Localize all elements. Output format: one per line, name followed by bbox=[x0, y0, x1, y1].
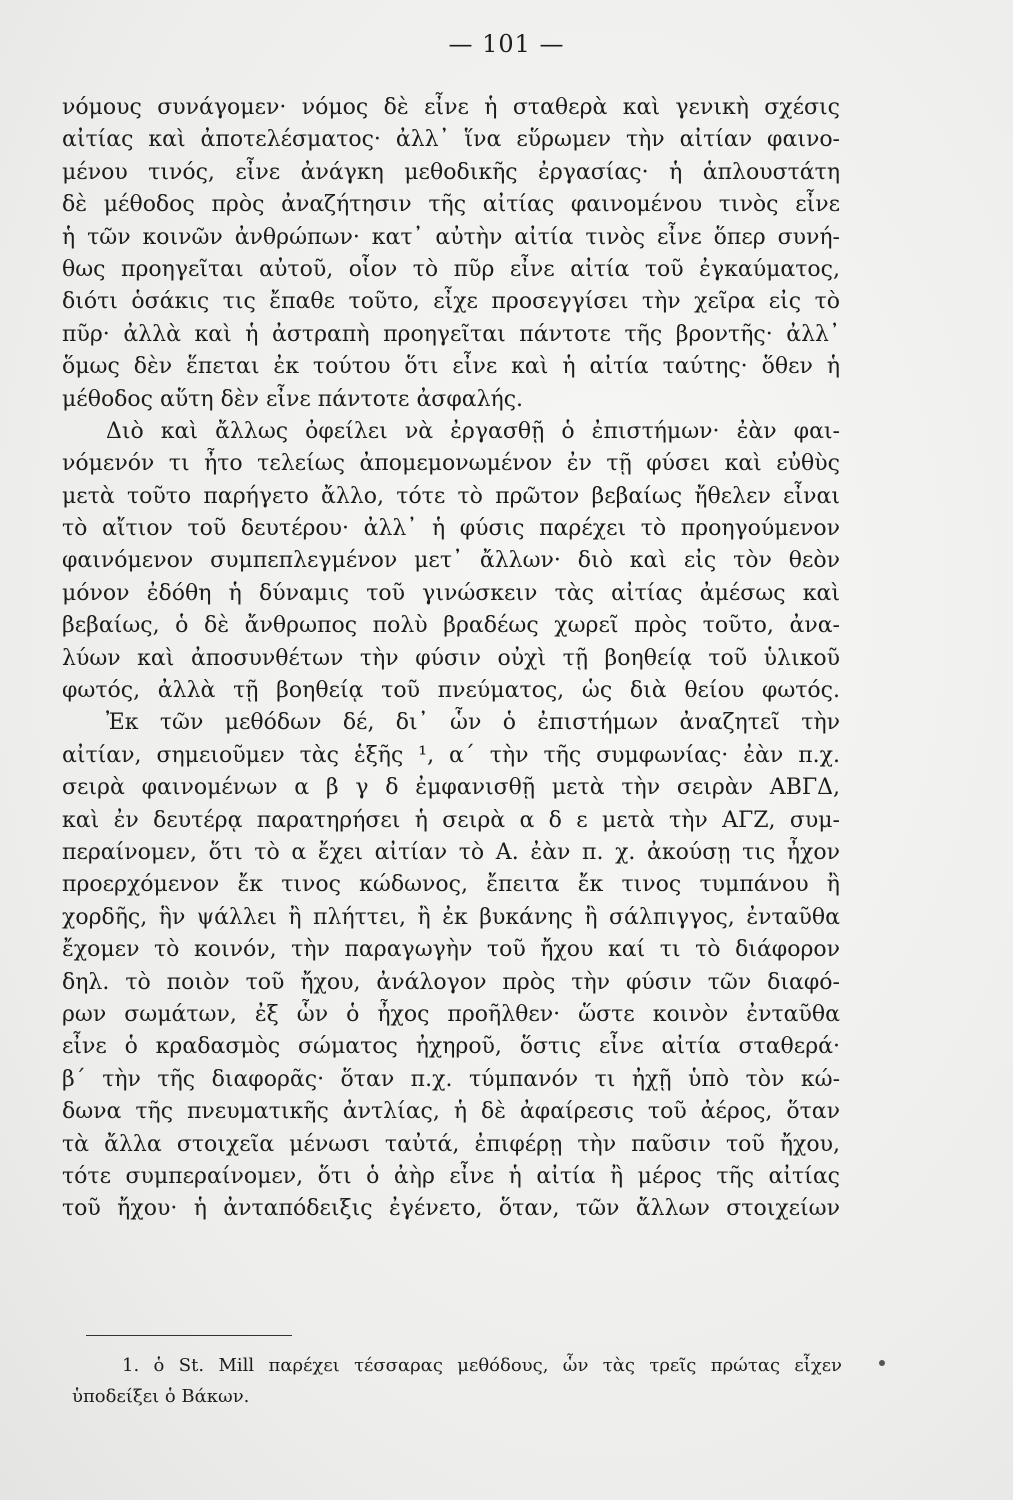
text-line: τοῦ ἤχου· ἡ ἀνταπόδειξις ἐγένετο, ὅταν, τῶν ἄλλων στοιχείων bbox=[62, 1196, 840, 1222]
text-line: νόμους συνάγομεν· νόμος δὲ εἶνε ἡ σταθερὰ καὶ γενικὴ σχέσις bbox=[62, 95, 840, 120]
text-line: λύων καὶ ἀποσυνθέτων τὴν φύσιν οὐχὶ τῇ βοηθείᾳ τοῦ ὑλικοῦ bbox=[62, 645, 840, 671]
text-line: δωνα τῆς πνευματικῆς ἀντλίας, ἡ δὲ ἀφαίρεσις τοῦ ἀέρος, ὅταν bbox=[62, 1099, 840, 1125]
text-line: περαίνομεν, ὅτι τὸ α ἔχει αἰτίαν τὸ Α. ἐὰν π. χ. ἀκούσῃ τις ἦχον bbox=[62, 839, 840, 865]
text-line: μένου τινός, εἶνε ἀνάγκη μεθοδικῆς ἐργασίας· ἡ ἁπλουστάτη bbox=[62, 159, 840, 185]
text-line: νόμενόν τι ἦτο τελείως ἀπομεμονωμένον ἐν τῇ φύσει καὶ εὐθὺς bbox=[62, 451, 840, 477]
text-line: φαινόμενον συμπεπλεγμένον μετ᾽ ἄλλων· διὸ καὶ εἰς τὸν θεὸν bbox=[62, 548, 840, 574]
print-speck bbox=[879, 1360, 885, 1366]
footnote-line: ὑποδείξει ὁ Βάκων. bbox=[72, 1386, 250, 1407]
text-line: ἡ τῶν κοινῶν ἀνθρώπων· κατ᾽ αὐτὴν αἰτία τινὸς εἶνε ὅπερ συνή- bbox=[62, 224, 840, 250]
text-line: προερχόμενον ἔκ τινος κώδωνος, ἔπειτα ἔκ τινος τυμπάνου ἢ bbox=[62, 872, 840, 898]
text-line: τὸ αἴτιον τοῦ δευτέρου· ἀλλ᾽ ἡ φύσις παρέχει τὸ προηγούμενον bbox=[62, 516, 840, 542]
text-line: πῦρ· ἀλλὰ καὶ ἡ ἀστραπὴ προηγεῖται πάντοτε τῆς βροντῆς· ἀλλ᾽ bbox=[62, 321, 840, 347]
text-line: χορδῆς, ἣν ψάλλει ἢ πλήττει, ἢ ἐκ βυκάνης ἢ σάλπιγγος, ἐνταῦθα bbox=[62, 904, 840, 930]
text-line: αἰτίας καὶ ἀποτελέσματος· ἀλλ᾽ ἵνα εὕρωμεν τὴν αἰτίαν φαινο- bbox=[62, 127, 840, 153]
text-line: διότι ὁσάκις τις ἔπαθε τοῦτο, εἶχε προσεγγίσει τὴν χεῖρα εἰς τὸ bbox=[62, 289, 840, 315]
footnote bbox=[72, 1350, 842, 1412]
text-line: θως προηγεῖται αὐτοῦ, οἷον τὸ πῦρ εἶνε αἰτία τοῦ ἐγκαύματος, bbox=[62, 256, 840, 282]
text-line: μέθοδος αὕτη δὲν εἶνε πάντοτε ἀσφαλής. bbox=[62, 386, 524, 412]
text-line: φωτός, ἀλλὰ τῇ βοηθείᾳ τοῦ πνεύματος, ὡς διὰ θείου φωτός. bbox=[62, 678, 840, 704]
text-line: ὅμως δὲν ἕπεται ἐκ τούτου ὅτι εἶνε καὶ ἡ αἰτία ταύτης· ὅθεν ἡ bbox=[62, 354, 840, 380]
footnote-line: 1. ὁ St. Mill παρέχει τέσσαρας μεθόδους, ὧν τὰς τρεῖς πρώτας εἶχεν bbox=[122, 1355, 842, 1376]
text-line: β΄ τὴν τῆς διαφορᾶς· ὅταν π.χ. τύμπανόν τι ἠχῇ ὑπὸ τὸν κώ- bbox=[62, 1066, 840, 1092]
text-line: τότε συμπεραίνομεν, ὅτι ὁ ἀὴρ εἶνε ἡ αἰτία ἢ μέρος τῆς αἰτίας bbox=[62, 1163, 840, 1189]
text-line: σειρὰ φαινομένων α β γ δ ἐμφανισθῇ μετὰ τὴν σειρὰν ΑΒΓΔ, bbox=[62, 775, 840, 801]
text-line: ρων σωμάτων, ἐξ ὧν ὁ ἦχος προῆλθεν· ὥστε κοινὸν ἐνταῦθα bbox=[62, 1001, 840, 1027]
body-text bbox=[62, 92, 840, 1226]
footnote-rule bbox=[86, 1335, 292, 1336]
text-line: μόνον ἐδόθη ἡ δύναμις τοῦ γινώσκειν τὰς αἰτίας ἀμέσως καὶ bbox=[62, 580, 840, 606]
text-line: ἔχομεν τὸ κοινόν, τὴν παραγωγὴν τοῦ ἤχου καί τι τὸ διάφορον bbox=[62, 937, 840, 963]
text-line: μετὰ τοῦτο παρήγετο ἄλλο, τότε τὸ πρῶτον βεβαίως ἤθελεν εἶναι bbox=[62, 483, 840, 509]
text-line: αἰτίαν, σημειοῦμεν τὰς ἑξῆς ¹, α΄ τὴν τῆς συμφωνίας· ἐὰν π.χ. bbox=[62, 742, 840, 768]
page-number: — 101 — bbox=[448, 30, 565, 58]
text-line: εἶνε ὁ κραδασμὸς σώματος ἠχηροῦ, ὅστις εἶνε αἰτία σταθερά· bbox=[62, 1034, 840, 1060]
text-line: Διὸ καὶ ἄλλως ὀφείλει νὰ ἐργασθῇ ὁ ἐπιστήμων· ἐὰν φαι- bbox=[106, 418, 840, 444]
text-line: βεβαίως, ὁ δὲ ἄνθρωπος πολὺ βραδέως χωρεῖ πρὸς τοῦτο, ἀνα- bbox=[62, 613, 840, 639]
text-line: δὲ μέθοδος πρὸς ἀναζήτησιν τῆς αἰτίας φαινομένου τινὸς εἶνε bbox=[62, 192, 840, 218]
text-line: δηλ. τὸ ποιὸν τοῦ ἤχου, ἀνάλογον πρὸς τὴν φύσιν τῶν διαφό- bbox=[62, 969, 840, 995]
text-line: τὰ ἄλλα στοιχεῖα μένωσι ταὐτά, ἐπιφέρῃ τὴν παῦσιν τοῦ ἤχου, bbox=[62, 1131, 840, 1157]
text-line: καὶ ἐν δευτέρᾳ παρατηρήσει ἡ σειρὰ α δ ε μετὰ τὴν ΑΓΖ, συμ- bbox=[62, 807, 840, 833]
text-line: Ἐκ τῶν μεθόδων δέ, δι᾽ ὧν ὁ ἐπιστήμων ἀναζητεῖ τὴν bbox=[106, 710, 840, 736]
